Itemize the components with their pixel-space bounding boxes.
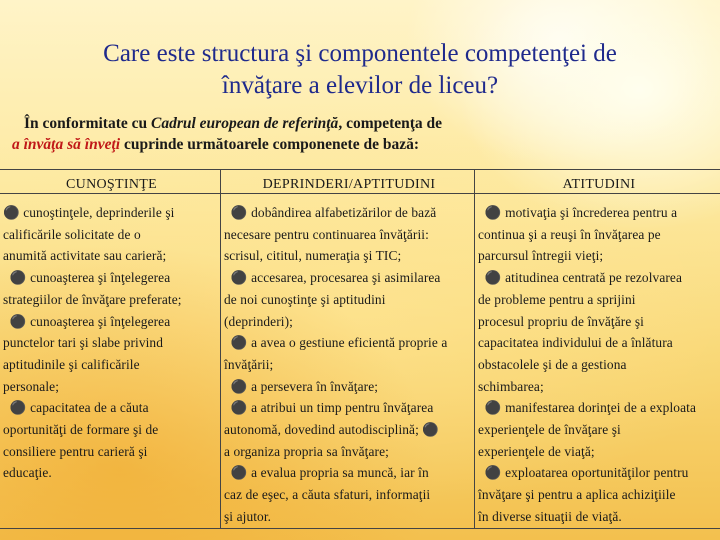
column-knowledge [0, 170, 220, 528]
cell-line: capacitatea individului de a înlătura [478, 335, 673, 351]
cell-line: ⚫ a atribui un timp pentru învăţarea [224, 400, 434, 416]
cell-line: calificările solicitate de o [3, 226, 141, 242]
column-attitudes [475, 170, 720, 528]
cell-line: ⚫ motivaţia şi încrederea pentru a [478, 205, 678, 220]
cell-line: în diverse situaţii de viaţă. [478, 508, 622, 524]
cell-line: strategiilor de învăţare preferate; [3, 291, 182, 307]
cell-line: ⚫ capacitatea de a căuta [3, 400, 149, 416]
cell-line: aptitudinile şi calificările [3, 356, 140, 372]
intro-line-2 [12, 134, 712, 155]
cell-line: oportunităţi de formare şi de [3, 422, 159, 438]
intro-text-3: cuprinde următoarele componenete de bază: [120, 136, 419, 153]
intro-paragraph [12, 113, 712, 155]
cell-line: ⚫ exploatarea oportunităţilor pentru [478, 465, 689, 481]
cell-line: şi ajutor. [224, 508, 272, 524]
cell-line: personale; [3, 378, 60, 394]
cell-line: de noi cunoştinţe şi aptitudini [224, 291, 386, 307]
cell-line: ⚫ accesarea, procesarea şi asimilarea [224, 270, 441, 286]
cell-line: parcursul întregii vieţi; [478, 248, 604, 264]
cell-line: de probleme pentru a sprijini [478, 291, 636, 307]
cell-line: educaţie. [3, 465, 52, 481]
column-header-skills: DEPRINDERI/APTITUDINI [262, 177, 436, 192]
slide-title [20, 38, 700, 102]
intro-italic-reference: Cadrul european de referinţă [151, 115, 339, 132]
column-body-attitudes [478, 197, 720, 528]
cell-line: autonomă, dovedind autodisciplină; ⚫ [224, 422, 440, 438]
cell-line: continua şi a reuşi în învăţarea pe [478, 226, 661, 242]
cell-line: scrisul, cititul, numeraţia şi TIC; [224, 248, 402, 264]
cell-line: schimbarea; [478, 378, 544, 394]
cell-line: caz de eşec, a căuta sfaturi, informaţii [224, 487, 431, 503]
intro-text-1: În conformitate cu [24, 115, 151, 132]
column-header-attitudes: ATITUDINI [562, 177, 636, 192]
intro-line-1 [12, 113, 712, 134]
cell-line: consiliere pentru carieră şi [3, 443, 148, 459]
cell-line: ⚫ cunoaşterea şi înţelegerea [3, 270, 171, 286]
cell-line: ⚫ cunoştinţele, deprinderile şi [3, 205, 175, 220]
cell-line: ⚫ a persevera în învăţare; [224, 378, 379, 394]
cell-line: anumită activitate sau carieră; [3, 248, 167, 264]
cell-line: ⚫ manifestarea dorinţei de a exploata [478, 400, 696, 416]
header-divider [0, 193, 720, 194]
cell-line: ⚫ atitudinea centrată pe rezolvarea [478, 270, 683, 286]
column-header-knowledge: CUNOŞTINŢE [66, 177, 157, 192]
cell-line: a organiza propria sa învăţare; [224, 443, 389, 459]
cell-line: obstacolele şi de a gestiona [478, 356, 627, 372]
cell-line: învăţării; [224, 356, 274, 372]
cell-line: necesare pentru continuarea învăţării: [224, 226, 429, 242]
column-skills [220, 170, 475, 528]
competence-table [0, 169, 720, 529]
cell-line: experienţele de învăţare şi [478, 422, 621, 438]
cell-line: ⚫ dobândirea alfabetizărilor de bază [224, 205, 437, 220]
cell-line: ⚫ a avea o gestiune eficientă proprie a [224, 335, 448, 351]
column-body-knowledge [3, 197, 220, 484]
title-line-1: Care este structura şi componentele competenţei de [103, 40, 617, 67]
intro-text-2: , competenţa de [338, 115, 443, 132]
cell-line: ⚫ cunoaşterea şi înţelegerea [3, 313, 171, 329]
cell-line: procesul propriu de învăţăre şi [478, 313, 644, 329]
cell-line: experienţele de viaţă; [478, 443, 595, 459]
cell-line: învăţare şi pentru a aplica achiziţiile [478, 487, 676, 503]
cell-line: punctelor tari şi slabe privind [3, 335, 164, 351]
column-body-skills [224, 197, 474, 528]
cell-line: (deprinderi); [224, 313, 293, 329]
cell-line: ⚫ a evalua propria sa muncă, iar în [224, 465, 429, 481]
intro-red-phrase: a învăţa să înveţi [12, 136, 121, 153]
title-line-2: învăţare a elevilor de liceu? [221, 72, 499, 99]
